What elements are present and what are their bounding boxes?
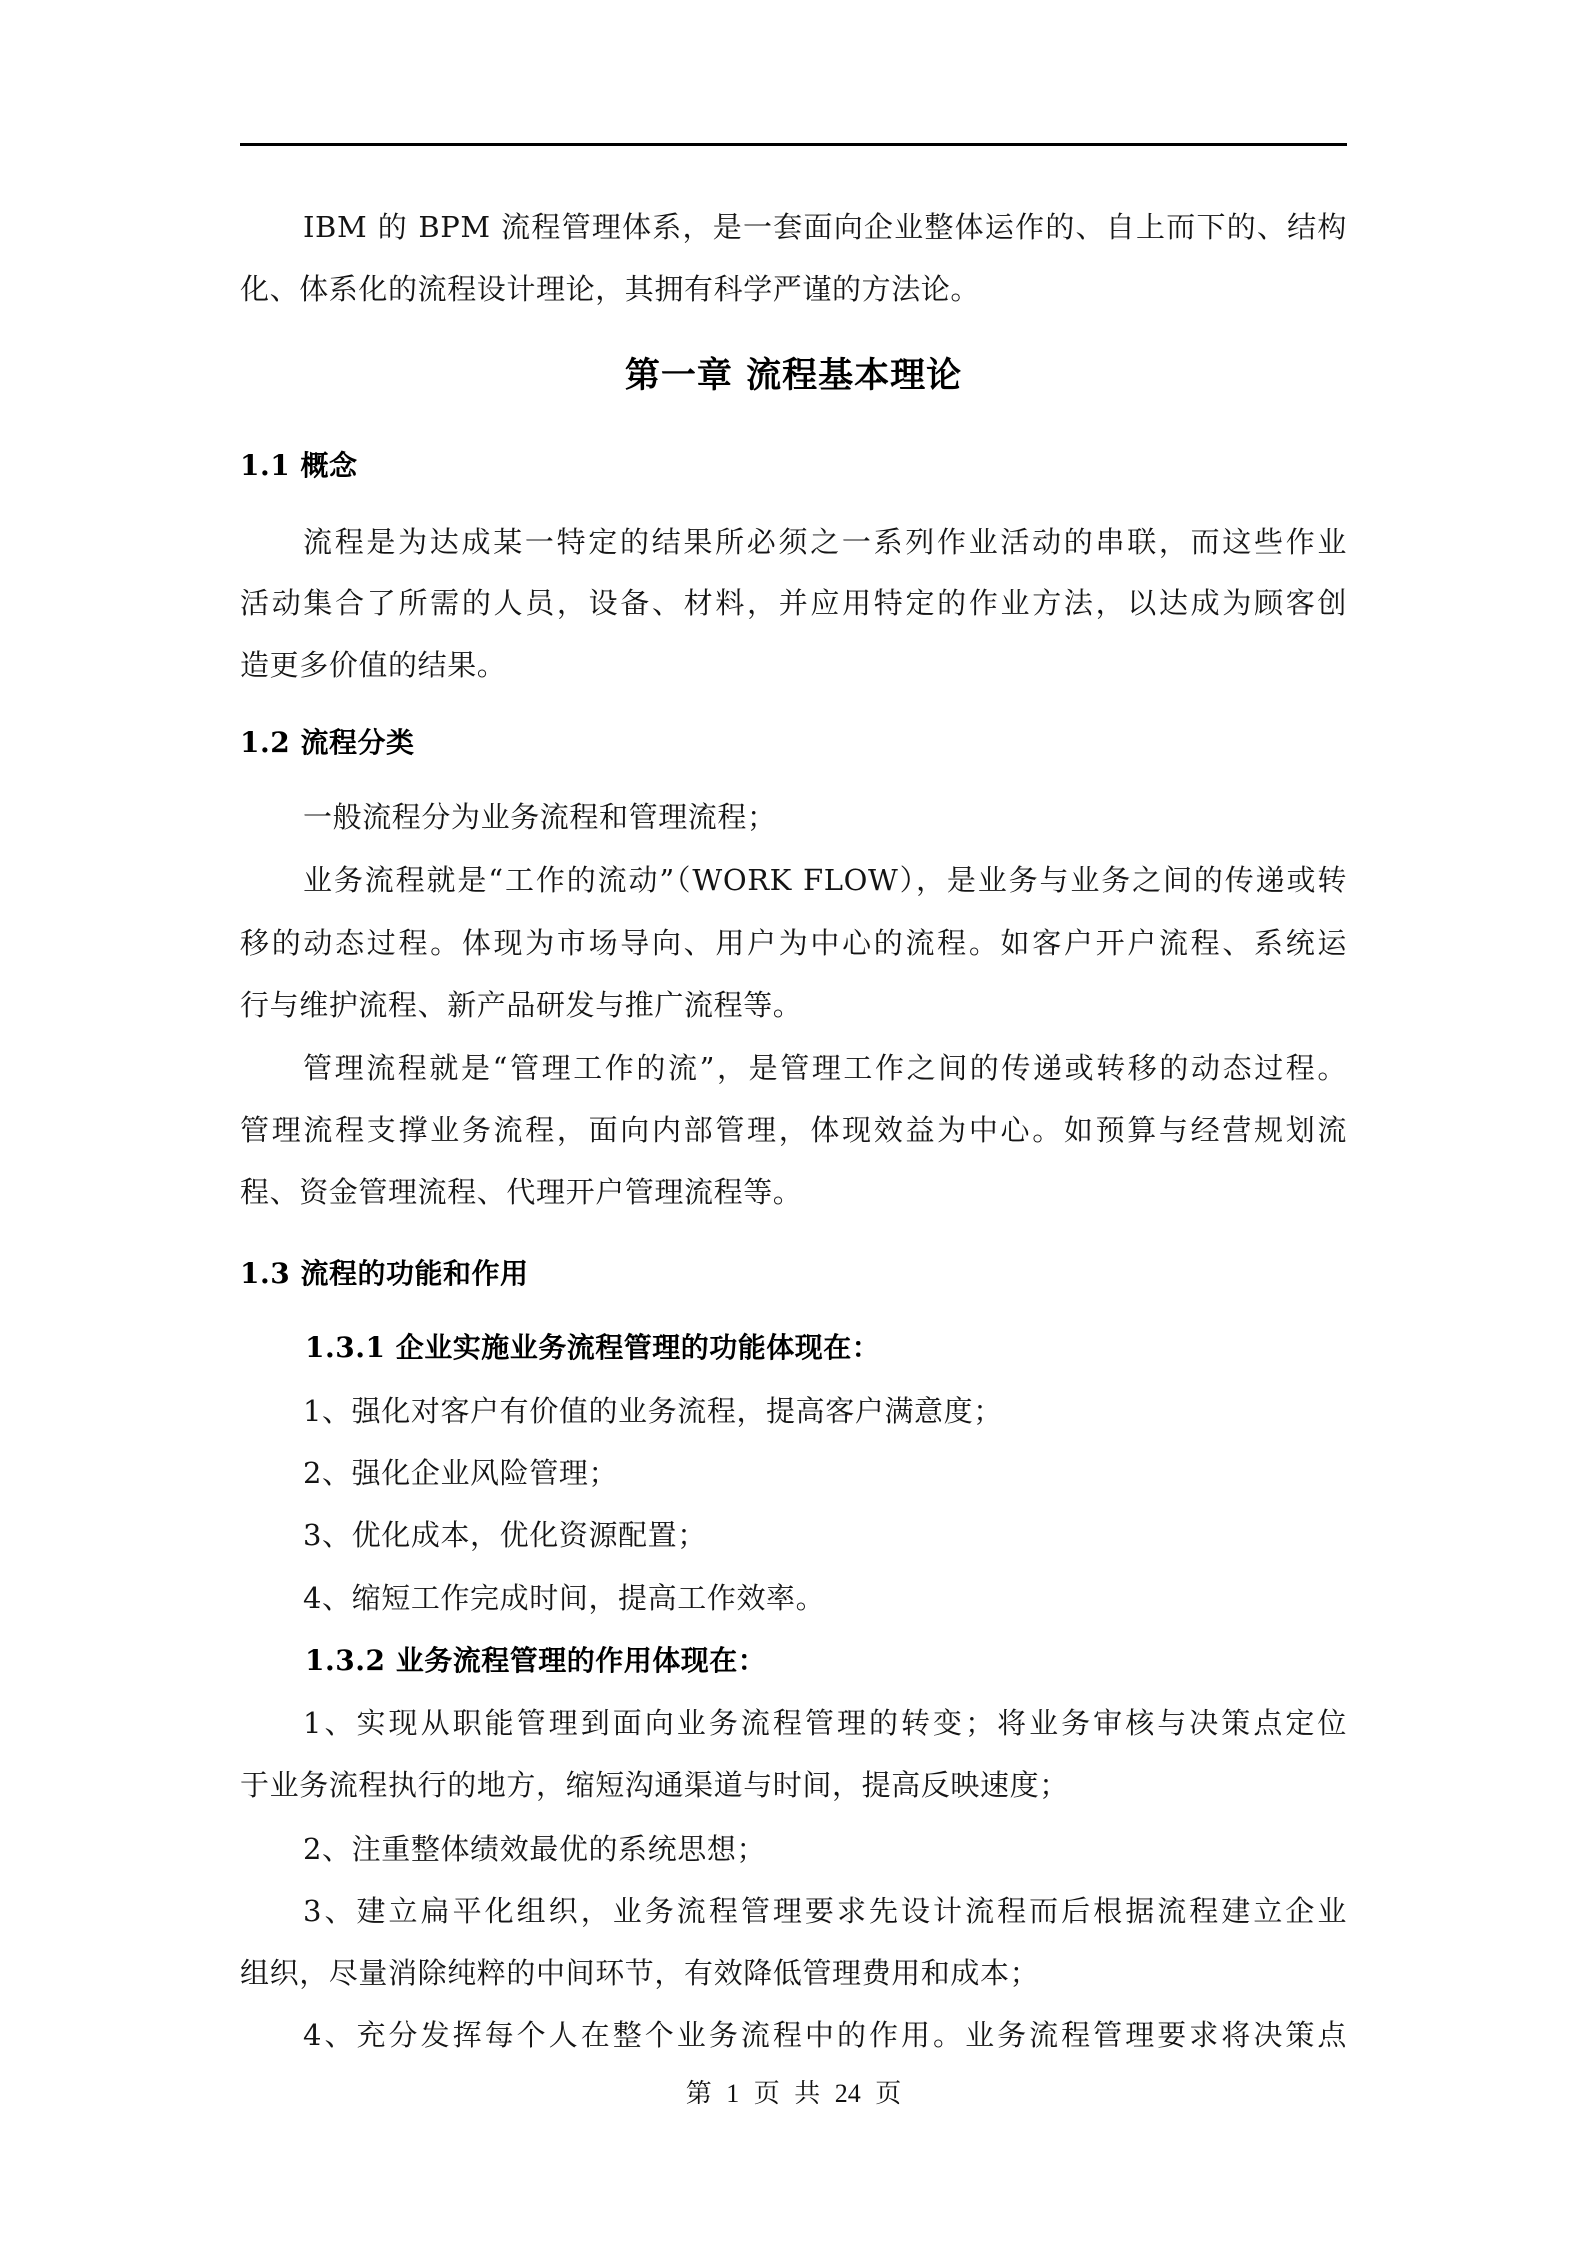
paragraph-line: 活动集合了所需的人员，设备、材料，并应用特定的作业方法，以达成为顾客创 (240, 586, 1347, 620)
section-heading-1-1: 1.1 概念 (240, 449, 358, 482)
paragraph-line: 管理流程支撑业务流程，面向内部管理，体现效益为中心。如预算与经营规划流 (240, 1113, 1347, 1147)
subsection-heading-1-3-1: 1.3.1 企业实施业务流程管理的功能体现在： (305, 1331, 881, 1364)
paragraph-line: 业务流程就是“工作的流动”（WORK FLOW），是业务与业务之间的传递或转 (303, 863, 1347, 897)
section-heading-1-2: 1.2 流程分类 (240, 726, 415, 759)
list-item: 1、实现从职能管理到面向业务流程管理的转变；将业务审核与决策点定位 (303, 1706, 1347, 1740)
paragraph-line: 程、资金管理流程、代理开户管理流程等。 (240, 1175, 803, 1209)
list-item-continuation: 组织，尽量消除纯粹的中间环节，有效降低管理费用和成本； (240, 1956, 1040, 1990)
list-item: 1、强化对客户有价值的业务流程，提高客户满意度； (303, 1394, 1003, 1428)
list-item: 3、建立扁平化组织，业务流程管理要求先设计流程而后根据流程建立企业 (303, 1894, 1347, 1928)
paragraph-line: 流程是为达成某一特定的结果所必须之一系列作业活动的串联，而这些作业 (303, 525, 1347, 559)
page-footer: 第 1 页 共 24 页 (685, 2079, 902, 2108)
section-heading-1-3: 1.3 流程的功能和作用 (240, 1257, 529, 1290)
chapter-title: 第一章 流程基本理论 (624, 356, 963, 396)
paragraph-line: 一般流程分为业务流程和管理流程； (303, 800, 777, 834)
paragraph-line: 移的动态过程。体现为市场导向、用户为中心的流程。如客户开户流程、系统运 (240, 926, 1347, 960)
header-rule (240, 143, 1347, 146)
list-item: 3、优化成本，优化资源配置； (303, 1518, 707, 1552)
list-item-continuation: 于业务流程执行的地方，缩短沟通渠道与时间，提高反映速度； (240, 1768, 1069, 1802)
intro-line-1: IBM 的 BPM 流程管理体系，是一套面向企业整体运作的、自上而下的、结构 (303, 210, 1347, 244)
list-item: 2、注重整体绩效最优的系统思想； (303, 1832, 767, 1866)
list-item: 4、充分发挥每个人在整个业务流程中的作用。业务流程管理要求将决策点 (303, 2018, 1347, 2052)
paragraph-line: 管理流程就是“管理工作的流”，是管理工作之间的传递或转移的动态过程。 (303, 1051, 1347, 1085)
paragraph-line: 行与维护流程、新产品研发与推广流程等。 (240, 988, 803, 1022)
list-item: 4、缩短工作完成时间，提高工作效率。 (303, 1581, 826, 1615)
list-item: 2、强化企业风险管理； (303, 1456, 619, 1490)
subsection-heading-1-3-2: 1.3.2 业务流程管理的作用体现在： (305, 1644, 767, 1677)
paragraph-line: 造更多价值的结果。 (240, 648, 507, 682)
intro-line-2: 化、体系化的流程设计理论，其拥有科学严谨的方法论。 (240, 272, 981, 306)
